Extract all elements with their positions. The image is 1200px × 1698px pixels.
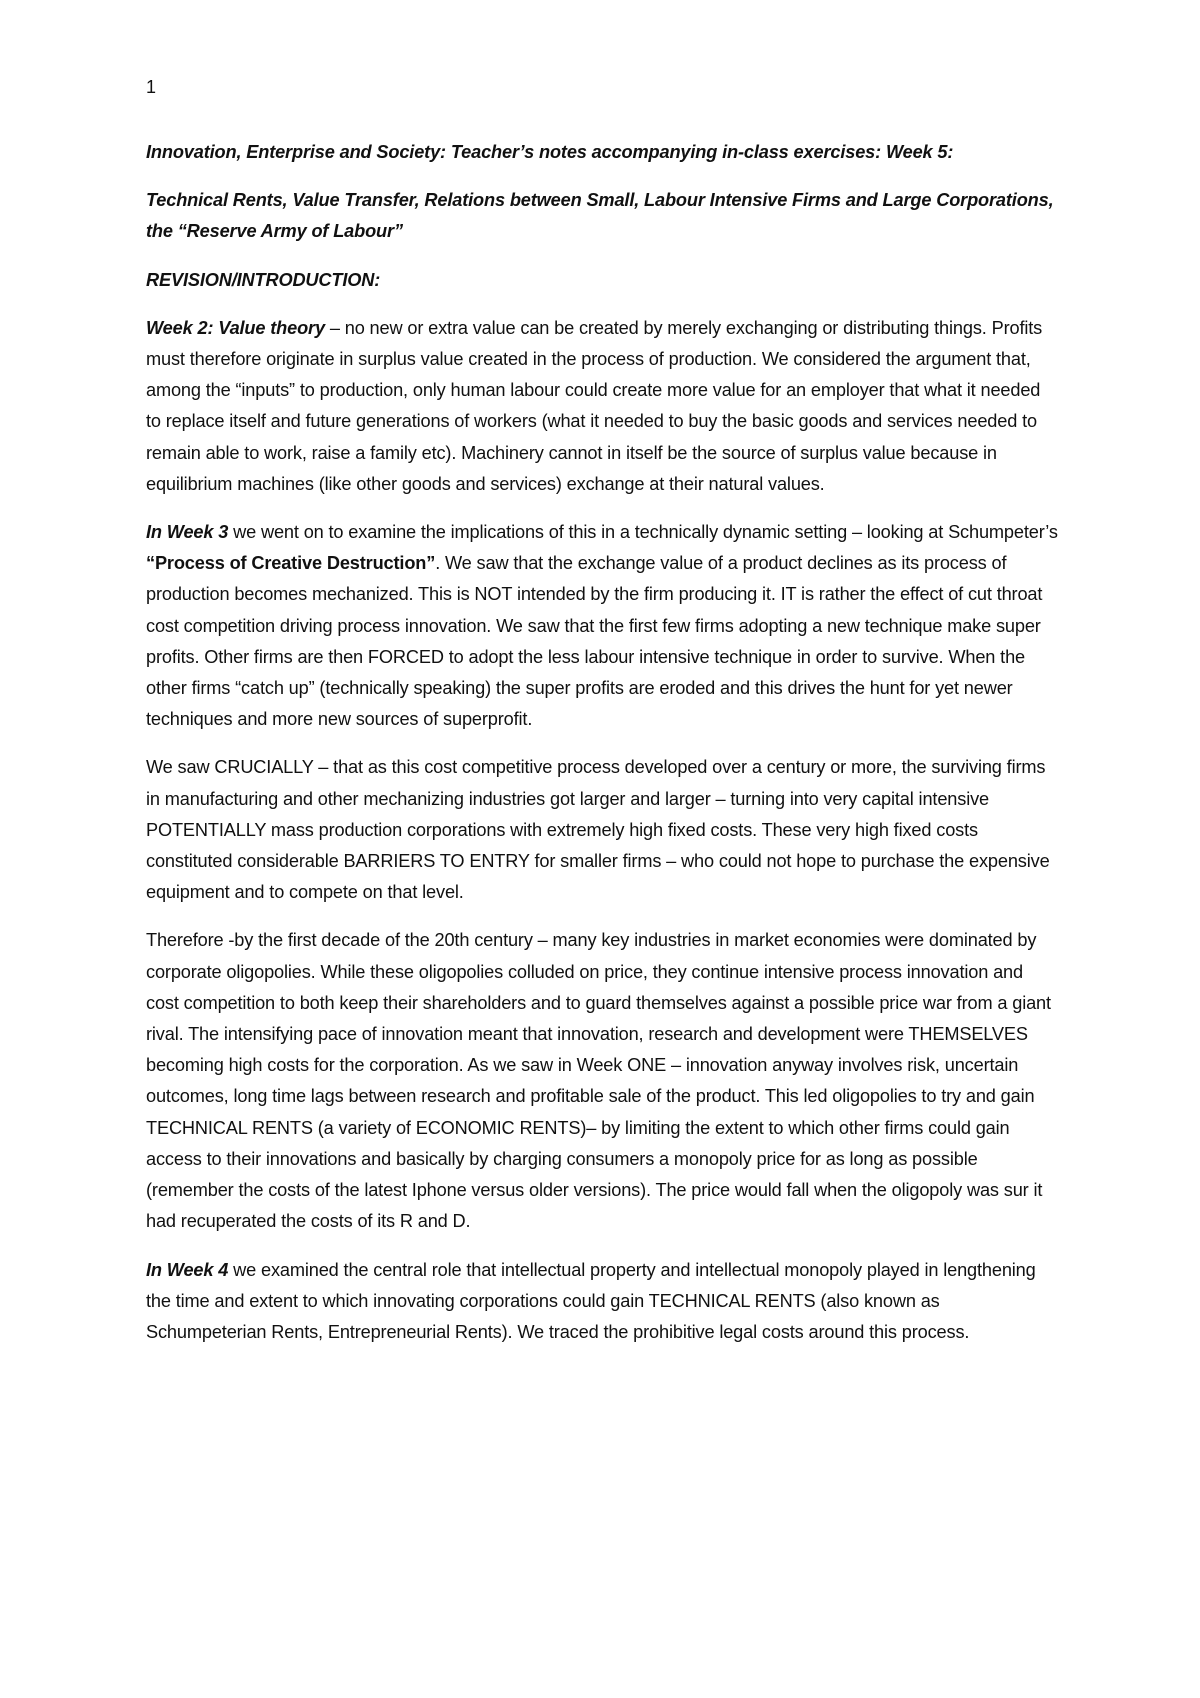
document-page (146, 72, 1058, 1365)
week-2-lead: Week 2: Value theory (146, 317, 325, 338)
document-subtitle: Technical Rents, Value Transfer, Relations between Small, Labour Intensive Firms and Large Corporations, the “Reserve Army of Labour” (146, 190, 1054, 242)
week-4-body: we examined the central role that intellectual property and intellectual monopoly played in lengthening the time and extent to which innovating corporations could gain TECHNICAL RENTS (also known as Schumpeterian Rents, Entrepreneurial Rents). We traced the prohibitive legal costs around this process. (146, 1259, 1036, 1342)
week-2-body: – no new or extra value can be created by merely exchanging or distributing things. Profits must therefore originate in surplus value created in the process of production. We considered the argument that, among the “inputs” to production, only human labour could create more value for an employer that what it needed to replace itself and future generations of workers (what it needed to buy the basic goods and services needed to remain able to work, raise a family etc). Machinery cannot in itself be the source of surplus value because in equilibrium machines (like other goods and services) exchange at their natural values. (146, 317, 1043, 494)
paragraph-week-3 (146, 517, 1058, 735)
paragraph-crucially: We saw CRUCIALLY – that as this cost competitive process developed over a century or more, the surviving firms in manufacturing and other mechanizing industries got larger and larger – turning into very capital intensive POTENTIALLY mass production corporations with extremely high fixed costs. These very high fixed costs constituted considerable BARRIERS TO ENTRY for smaller firms – who could not hope to purchase the expensive equipment and to compete on that level. (146, 757, 1050, 903)
week-3-body-a: we went on to examine the implications of this in a technically dynamic setting – looking at Schumpeter’s (228, 522, 1058, 543)
paragraph-week-2 (146, 313, 1058, 500)
week-3-lead: In Week 3 (146, 522, 229, 543)
week-3-emphasis: “Process of Creative Destruction” (146, 553, 436, 574)
week-3-body-b: . We saw that the exchange value of a product declines as its process of production becomes mechanized. This is NOT intended by the firm producing it. IT is rather the effect of cut throat cost competition driving process innovation. We saw that the first few firms adopting a new technique make super profits. Other firms are then FORCED to adopt the less labour intensive technique in order to survive. When the other firms “catch up” (technically speaking) the super profits are eroded and this drives the hunt for yet newer techniques and more new sources of superprofit. (146, 553, 1043, 730)
paragraph-week-4 (146, 1255, 1058, 1349)
document-title: Innovation, Enterprise and Society: Teacher’s notes accompanying in-class exercises: Week 5: (146, 142, 954, 162)
paragraph-therefore: Therefore -by the first decade of the 20th century – many key industries in market economies were dominated by corporate oligopolies. While these oligopolies colluded on price, they continue intensive process innovation and cost competition to both keep their shareholders and to guard themselves against a possible price war from a giant rival. The intensifying pace of innovation meant that innovation, research and development were THEMSELVES becoming high costs for the corporation. As we saw in Week ONE – innovation anyway involves risk, uncertain outcomes, long time lags between research and profitable sale of the product. This led oligopolies to try and gain TECHNICAL RENTS (a variety of ECONOMIC RENTS)– by limiting the extent to which other firms could gain access to their innovations and basically by charging consumers a monopoly price for as long as possible (remember the costs of the latest Iphone versus older versions). The price would fall when the oligopoly was sur it had recuperated the costs of its R and D. (146, 930, 1051, 1232)
page-number: 1 (146, 77, 156, 97)
section-heading: REVISION/INTRODUCTION: (146, 269, 381, 290)
week-4-lead: In Week 4 (146, 1259, 229, 1280)
